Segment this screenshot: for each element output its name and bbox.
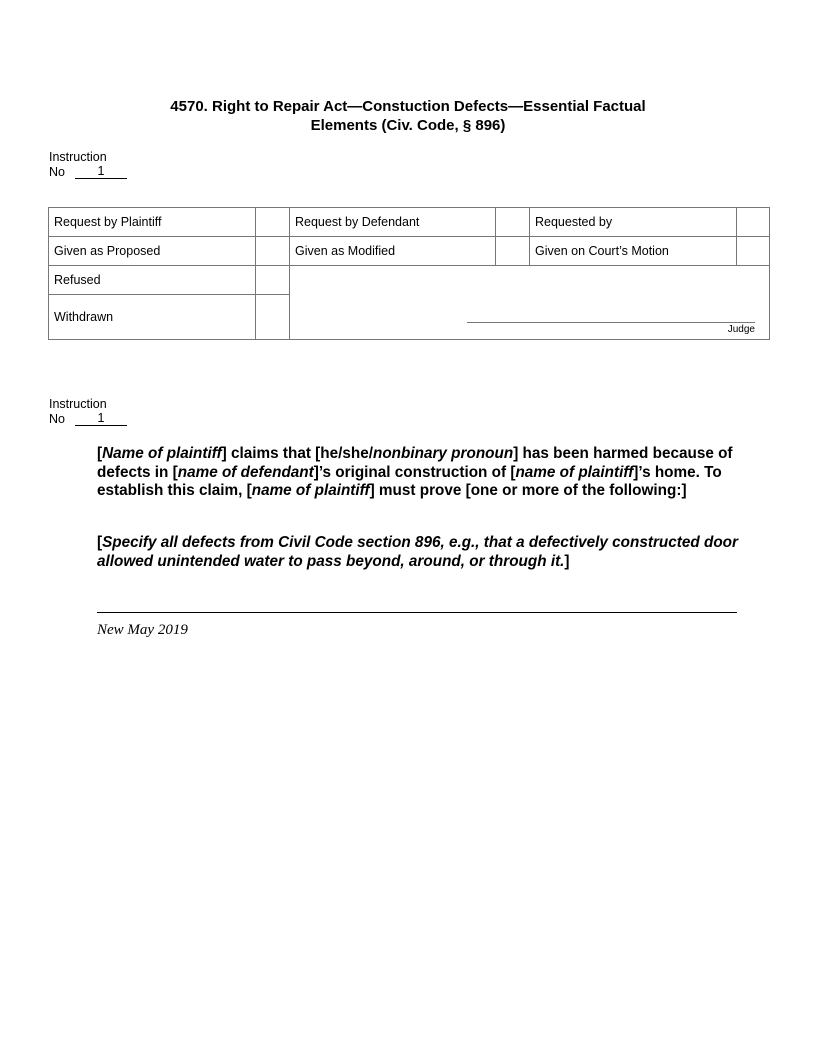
request-by-defendant-label: Request by Defendant bbox=[290, 208, 496, 237]
footer-divider bbox=[97, 612, 737, 613]
requested-by-label: Requested by bbox=[530, 208, 737, 237]
text-run: ] bbox=[564, 552, 570, 570]
text-run: ] claims that [he/she/ bbox=[221, 445, 373, 462]
instruction-number-block-bottom bbox=[49, 397, 127, 426]
withdrawn-checkbox[interactable] bbox=[256, 295, 290, 340]
given-as-proposed-checkbox[interactable] bbox=[256, 237, 290, 266]
request-by-plaintiff-checkbox[interactable] bbox=[256, 208, 290, 237]
instruction-number-block-top bbox=[49, 150, 127, 179]
instruction-disposition-table bbox=[48, 207, 770, 340]
instruction-paragraph-defects bbox=[97, 534, 742, 571]
instruction-label: Instruction bbox=[49, 150, 107, 164]
judge-signature-area[interactable] bbox=[290, 266, 770, 340]
requested-by-checkbox[interactable] bbox=[737, 208, 770, 237]
given-on-courts-motion-label: Given on Court’s Motion bbox=[530, 237, 737, 266]
placeholder-nonbinary-pronoun: nonbinary pronoun bbox=[372, 445, 514, 462]
given-as-modified-label: Given as Modified bbox=[290, 237, 496, 266]
given-as-proposed-label: Given as Proposed bbox=[49, 237, 256, 266]
title-line-2: Elements (Civ. Code, § 896) bbox=[310, 117, 506, 134]
judge-label: Judge bbox=[727, 324, 755, 335]
placeholder-name-of-plaintiff: name of plaintiff bbox=[515, 463, 634, 481]
placeholder-specify-defects: Specify all defects from Civil Code section 896, e.g., that a defectively constructed door allowed unintended water to pass beyond, around, or through it. bbox=[97, 534, 738, 570]
instruction-label: Instruction bbox=[49, 397, 107, 411]
placeholder-name-of-defendant: name of defendant bbox=[177, 463, 314, 481]
refused-label: Refused bbox=[49, 266, 256, 295]
revision-date: New May 2019 bbox=[97, 622, 188, 638]
instruction-paragraph-claim bbox=[97, 445, 742, 501]
text-run: [ bbox=[97, 445, 103, 462]
text-run: ] must prove [one or more of the following:] bbox=[369, 482, 687, 499]
no-label: No bbox=[49, 164, 65, 179]
text-run: ] has been harmed because of defects in [ bbox=[97, 445, 733, 481]
text-run: [ bbox=[97, 534, 103, 551]
placeholder-name-of-plaintiff: name of plaintiff bbox=[251, 482, 370, 499]
text-run: ]’s home. To establish this claim, [ bbox=[97, 463, 722, 499]
text-run: ]’s original construction of [ bbox=[313, 463, 516, 481]
judge-signature-line bbox=[467, 322, 755, 323]
withdrawn-label: Withdrawn bbox=[49, 295, 256, 340]
instruction-title bbox=[120, 97, 696, 135]
instruction-number: 1 bbox=[75, 412, 127, 427]
refused-checkbox[interactable] bbox=[256, 266, 290, 295]
placeholder-name-of-plaintiff: Name of plaintiff bbox=[102, 445, 222, 462]
given-as-modified-checkbox[interactable] bbox=[496, 237, 530, 266]
instruction-number: 1 bbox=[75, 165, 127, 180]
request-by-plaintiff-label: Request by Plaintiff bbox=[49, 208, 256, 237]
no-label: No bbox=[49, 411, 65, 426]
request-by-defendant-checkbox[interactable] bbox=[496, 208, 530, 237]
title-line-1: 4570. Right to Repair Act—Constuction Defects—Essential Factual bbox=[170, 98, 646, 115]
given-on-courts-motion-checkbox[interactable] bbox=[737, 237, 770, 266]
